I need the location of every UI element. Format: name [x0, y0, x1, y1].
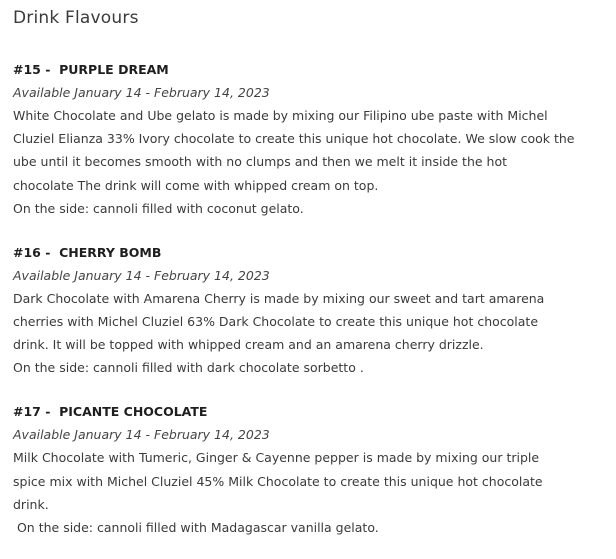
flavour-side-note: On the side: cannoli filled with Madagascar vanilla gelato. [13, 520, 379, 536]
flavour-description: White Chocolate and Ube gelato is made by mixing our Filipino ube paste with Michel Cluziel Elianza 33% Ivory chocolate to create this unique hot chocolate. We slow cook the ube until it becomes smooth with no clumps and then we melt it inside the hot chocolate The drink will come with whipped cream on top. [13, 108, 575, 193]
flavour-description: Milk Chocolate with Tumeric, Ginger & Cayenne pepper is made by mixing our triple spice mix with Michel Cluziel 45% Milk Chocolate to create this unique hot chocolate drink. [13, 450, 543, 512]
flavour-description: Dark Chocolate with Amarena Cherry is made by mixing our sweet and tart amarena cherries with Michel Cluziel 63% Dark Chocolate to create this unique hot chocolate drink. It will be topped with whipped cream and an amarena cherry drizzle. [13, 290, 545, 353]
flavour-purple-dream [13, 58, 616, 220]
flavour-availability: Available January 14 - February 14, 2023 [13, 267, 270, 283]
flavour-heading: #15 - PURPLE DREAM [13, 62, 169, 77]
flavour-cherry-bomb [13, 241, 616, 380]
flavour-availability: Available January 14 - February 14, 2023 [13, 427, 270, 443]
flavour-availability: Available January 14 - February 14, 2023 [13, 85, 270, 100]
page-title: Drink Flavours [13, 8, 139, 28]
flavour-heading: #16 - CHERRY BOMB [13, 244, 162, 260]
flavour-picante-chocolate [13, 400, 616, 539]
flavour-side-note: On the side: cannoli filled with coconut gelato. [13, 200, 304, 216]
flavour-side-note: On the side: cannoli filled with dark chocolate sorbetto . [13, 360, 364, 376]
flavour-heading: #17 - PICANTE CHOCOLATE [13, 404, 208, 420]
